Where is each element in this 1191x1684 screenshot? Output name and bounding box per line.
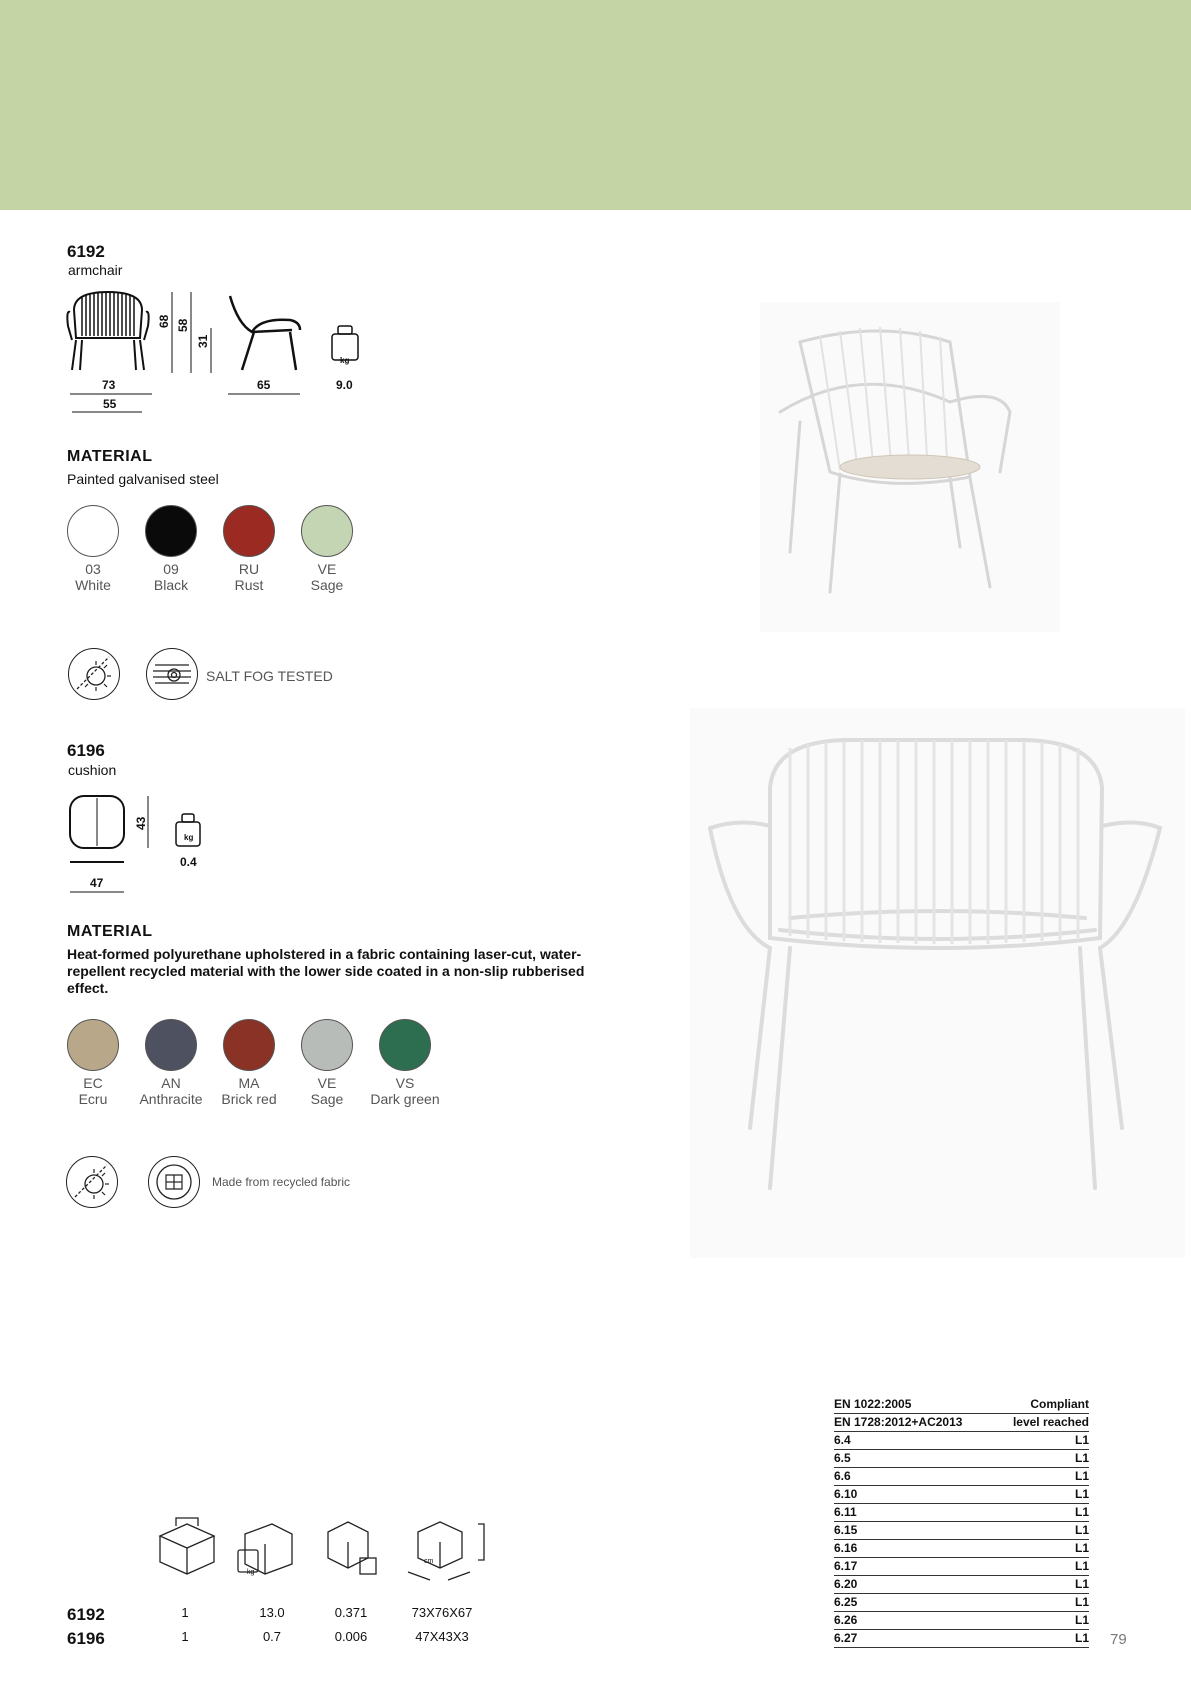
color-code: EC: [83, 1075, 103, 1091]
standards-row: [834, 1576, 1089, 1594]
standards-result: L1: [1074, 1613, 1089, 1627]
color-name: Anthracite: [139, 1091, 203, 1107]
color-swatch-label: [204, 1075, 294, 1107]
color-swatch: [145, 1019, 197, 1071]
color-code: 03: [85, 561, 101, 577]
standards-row: [834, 1612, 1089, 1630]
color-swatch: [301, 1019, 353, 1071]
cushion-dimension-drawing: [66, 794, 216, 894]
standards-test: 6.17: [834, 1559, 858, 1573]
color-swatch-label: [48, 1075, 138, 1107]
standards-row: [834, 1558, 1089, 1576]
standards-row: [834, 1540, 1089, 1558]
salt-fog-label: SALT FOG TESTED: [206, 668, 333, 684]
cushion-dim-depth: 43: [134, 816, 148, 830]
standards-test: 6.10: [834, 1487, 858, 1501]
dim-depth: 65: [257, 378, 271, 392]
color-code: VS: [395, 1075, 415, 1091]
dim-seat-width: 55: [103, 397, 117, 411]
standards-test: 6.27: [834, 1631, 858, 1645]
page-number: 79: [1110, 1631, 1127, 1648]
color-swatch: [223, 505, 275, 557]
standards-result: L1: [1074, 1559, 1089, 1573]
standards-row: [834, 1504, 1089, 1522]
standards-test: 6.4: [834, 1433, 851, 1447]
color-swatch-label: [360, 1075, 450, 1107]
pack-cell-weight: 13.0: [259, 1605, 285, 1620]
standards-row: [834, 1468, 1089, 1486]
standards-row: [834, 1432, 1089, 1450]
standards-result: L1: [1074, 1631, 1089, 1645]
standards-result: L1: [1074, 1451, 1089, 1465]
standards-test: EN 1728:2012+AC2013: [834, 1415, 963, 1429]
cushion-name: cushion: [68, 762, 117, 778]
color-swatch-label: [282, 1075, 372, 1107]
color-swatch: [379, 1019, 431, 1071]
armchair-photo-front: [690, 708, 1185, 1258]
color-swatch: [223, 1019, 275, 1071]
standards-result: L1: [1074, 1577, 1089, 1591]
color-name: Rust: [234, 577, 264, 593]
color-swatch: [67, 505, 119, 557]
cushion-code: 6196: [67, 741, 105, 760]
color-code: AN: [161, 1075, 181, 1091]
armchair-code: 6192: [67, 242, 105, 261]
cushion-kg-icon: kg: [184, 833, 194, 842]
standards-test: 6.20: [834, 1577, 858, 1591]
color-code: VE: [317, 561, 337, 577]
standards-result: L1: [1074, 1487, 1089, 1501]
pack-cell-code: 6196: [67, 1629, 105, 1648]
standards-test: 6.15: [834, 1523, 858, 1537]
pack-cell-qty: 1: [181, 1605, 189, 1620]
dim-arm-height: 58: [176, 318, 190, 332]
color-swatch-label: [126, 561, 216, 593]
color-name: Dark green: [370, 1091, 440, 1107]
pack-cell-size: 73X76X67: [411, 1605, 473, 1620]
color-swatch-label: [204, 561, 294, 593]
pack-kg-icon: kg: [247, 1569, 255, 1576]
color-name: Black: [153, 577, 189, 593]
standards-test: 6.11: [834, 1505, 857, 1519]
standards-row: [834, 1630, 1089, 1648]
recycled-fabric-icon: [148, 1156, 200, 1208]
uv-resistant-icon: [68, 648, 120, 700]
recycled-fabric-label: Made from recycled fabric: [212, 1175, 351, 1189]
dim-weight: 9.0: [336, 378, 353, 392]
standards-test: 6.6: [834, 1469, 851, 1483]
color-name: Sage: [310, 577, 344, 593]
color-swatch: [145, 505, 197, 557]
armchair-name: armchair: [68, 262, 123, 278]
color-code: MA: [238, 1075, 260, 1091]
cushion-dim-width: 47: [90, 876, 104, 890]
dim-seat-height: 31: [196, 334, 210, 348]
standards-row: [834, 1522, 1089, 1540]
color-name: Brick red: [221, 1091, 277, 1107]
color-code: RU: [238, 561, 260, 577]
armchair-photo-side: [760, 302, 1060, 632]
pack-cell-size: 47X43X3: [415, 1629, 469, 1644]
color-swatch: [301, 505, 353, 557]
armchair-material-heading: MATERIAL: [67, 448, 153, 465]
salt-fog-icon: [146, 648, 198, 700]
standards-test: 6.5: [834, 1451, 851, 1465]
standards-result: Compliant: [1030, 1397, 1089, 1411]
dim-height: 68: [157, 314, 171, 328]
top-banner: [0, 0, 1191, 210]
standards-result: L1: [1074, 1433, 1089, 1447]
cushion-material-heading: MATERIAL: [67, 923, 153, 940]
standards-test: 6.25: [834, 1595, 858, 1609]
color-name: Sage: [310, 1091, 344, 1107]
standards-result: L1: [1074, 1505, 1089, 1519]
uv-resistant-icon: [66, 1156, 118, 1208]
standards-row: [834, 1450, 1089, 1468]
standards-row: [834, 1396, 1089, 1414]
pack-cell-code: 6192: [67, 1605, 105, 1624]
standards-row: [834, 1486, 1089, 1504]
standards-result: L1: [1074, 1469, 1089, 1483]
color-code: VE: [317, 1075, 337, 1091]
color-code: 09: [163, 561, 179, 577]
color-swatch-label: [126, 1075, 216, 1107]
armchair-material-text: Painted galvanised steel: [67, 471, 219, 487]
cushion-dim-weight: 0.4: [180, 855, 197, 869]
packaging-icons: [150, 1514, 490, 1584]
color-swatch-label: [48, 561, 138, 593]
cushion-material-text: Heat-formed polyurethane upholstered in a fabric containing laser-cut, water-repellent recycled material with the lower side coated in a non-slip rubberised effect.: [67, 946, 585, 996]
pack-cell-volume: 0.006: [334, 1629, 368, 1644]
standards-test: 6.26: [834, 1613, 858, 1627]
color-name: Ecru: [78, 1091, 108, 1107]
color-name: White: [75, 577, 111, 593]
standards-result: L1: [1074, 1541, 1089, 1555]
color-swatch-label: [282, 561, 372, 593]
pack-cell-volume: 0.371: [334, 1605, 368, 1620]
pack-cell-qty: 1: [181, 1629, 189, 1644]
standards-result: level reached: [1012, 1415, 1089, 1429]
standards-test: EN 1022:2005: [834, 1397, 912, 1411]
standards-result: L1: [1074, 1523, 1089, 1537]
standards-test: 6.16: [834, 1541, 858, 1555]
pack-cm-icon: cm: [424, 1558, 434, 1565]
standards-result: L1: [1074, 1595, 1089, 1609]
color-swatch: [67, 1019, 119, 1071]
pack-cell-weight: 0.7: [262, 1629, 282, 1644]
standards-row: [834, 1414, 1089, 1432]
standards-row: [834, 1594, 1089, 1612]
dim-width: 73: [102, 378, 116, 392]
kg-icon: kg: [340, 356, 350, 365]
